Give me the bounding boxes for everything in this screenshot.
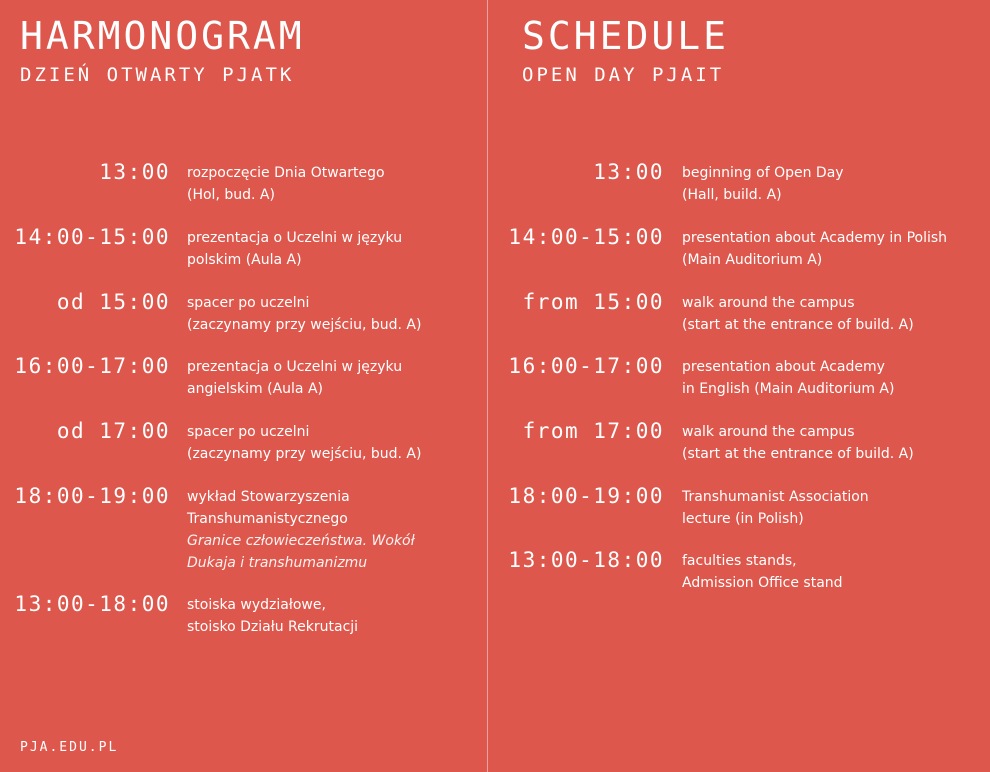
schedule-time: from 15:00 xyxy=(522,290,664,314)
schedule-description xyxy=(187,421,421,465)
description-line: (Hol, bud. A) xyxy=(187,187,275,203)
description-line: stoisko Działu Rekrutacji xyxy=(187,619,359,635)
schedule-time: 14:00-15:00 xyxy=(14,225,170,249)
description-line: Admission Office stand xyxy=(682,575,843,591)
schedule-description xyxy=(682,486,869,530)
english-schedule-column xyxy=(489,0,990,772)
description-line: walk around the campus xyxy=(682,424,855,440)
schedule-description xyxy=(682,292,914,336)
polish-schedule-column xyxy=(0,0,488,772)
schedule-description xyxy=(187,227,402,271)
description-line: in English (Main Auditorium A) xyxy=(682,381,895,397)
schedule-time: from 17:00 xyxy=(522,419,664,443)
column-divider xyxy=(487,0,488,772)
description-line: (Hall, build. A) xyxy=(682,187,782,203)
schedule-time: 16:00-17:00 xyxy=(508,354,664,378)
schedule-time: 13:00 xyxy=(99,160,170,184)
schedule-time: 13:00 xyxy=(593,160,664,184)
lecture-title-line: Granice człowieczeństwa. Wokół xyxy=(187,533,415,549)
description-line: (Main Auditorium A) xyxy=(682,252,823,268)
schedule-description xyxy=(187,162,385,206)
description-line: wykład Stowarzyszenia xyxy=(187,489,350,505)
description-line: stoiska wydziałowe, xyxy=(187,597,326,613)
schedule-description xyxy=(187,356,402,400)
schedule-description xyxy=(682,550,843,594)
description-line: (start at the entrance of build. A) xyxy=(682,446,914,462)
schedule-time: 18:00-19:00 xyxy=(14,484,170,508)
description-line: (zaczynamy przy wejściu, bud. A) xyxy=(187,446,422,462)
description-line: angielskim (Aula A) xyxy=(187,381,323,397)
page-title-english: SCHEDULE xyxy=(522,14,730,58)
description-line: Transhumanist Association xyxy=(682,489,869,505)
schedule-description xyxy=(682,162,844,206)
schedule-time: 16:00-17:00 xyxy=(14,354,170,378)
schedule-description xyxy=(682,421,914,465)
schedule-time: 13:00-18:00 xyxy=(14,592,170,616)
schedule-time: od 15:00 xyxy=(56,290,170,314)
schedule-time: 18:00-19:00 xyxy=(508,484,664,508)
description-line: (zaczynamy przy wejściu, bud. A) xyxy=(187,317,422,333)
subtitle-english: OPEN DAY PJAIT xyxy=(522,64,725,86)
lecture-title-line: Dukaja i transhumanizmu xyxy=(187,555,368,571)
schedule-description xyxy=(187,292,421,336)
page-title-polish: HARMONOGRAM xyxy=(20,14,305,58)
schedule-time: 14:00-15:00 xyxy=(508,225,664,249)
description-line: spacer po uczelni xyxy=(187,295,310,311)
description-line: walk around the campus xyxy=(682,295,855,311)
description-line: polskim (Aula A) xyxy=(187,252,302,268)
subtitle-polish: DZIEŃ OTWARTY PJATK xyxy=(20,64,295,86)
description-line: rozpoczęcie Dnia Otwartego xyxy=(187,165,385,181)
description-line: presentation about Academy in Polish xyxy=(682,230,948,246)
description-line: presentation about Academy xyxy=(682,359,885,375)
description-line: Transhumanistycznego xyxy=(187,511,348,527)
description-line: (start at the entrance of build. A) xyxy=(682,317,914,333)
description-line: lecture (in Polish) xyxy=(682,511,804,527)
schedule-description xyxy=(682,356,894,400)
schedule-time: od 17:00 xyxy=(56,419,170,443)
description-line: spacer po uczelni xyxy=(187,424,310,440)
schedule-description xyxy=(187,486,415,574)
description-line: beginning of Open Day xyxy=(682,165,844,181)
schedule-time: 13:00-18:00 xyxy=(508,548,664,572)
description-line: faculties stands, xyxy=(682,553,797,569)
schedule-description xyxy=(187,594,358,638)
description-line: prezentacja o Uczelni w języku xyxy=(187,359,403,375)
footer-url: PJA.EDU.PL xyxy=(20,740,119,755)
description-line: prezentacja o Uczelni w języku xyxy=(187,230,403,246)
schedule-description xyxy=(682,227,947,271)
